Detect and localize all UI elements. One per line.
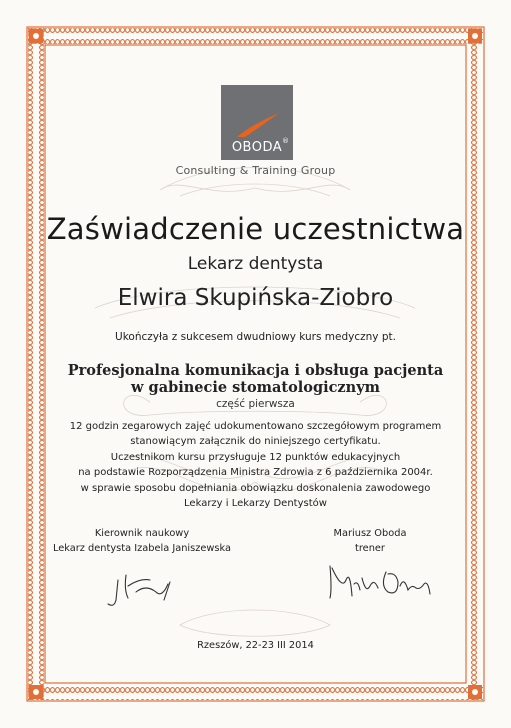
details-line: stanowiącym załącznik do niniejszego certyfikatu. xyxy=(130,436,381,448)
registered-mark: ® xyxy=(282,137,289,145)
course-title-line-1: Profesjonalna komunikacja i obsługa pacjenta xyxy=(67,362,444,379)
signature-left-scrawl xyxy=(108,575,170,605)
details-line: Uczestnikom kursu przysługuje 12 punktów edukacyjnych xyxy=(110,451,401,463)
signature-right-role: trener xyxy=(355,543,385,554)
logo-brand-text: OBODA xyxy=(231,140,283,155)
profession: Lekarz dentysta xyxy=(187,254,324,274)
place-and-date: Rzeszów, 22-23 III 2014 xyxy=(197,640,314,651)
participant-name: Elwira Skupińska-Ziobro xyxy=(117,285,394,311)
details-line: 12 godzin zegarowych zajęć udokumentowano szczegółowym programem xyxy=(69,421,442,432)
signature-left-name: Lekarz dentysta Izabela Janiszewska xyxy=(52,543,232,554)
signature-right-name: Mariusz Oboda xyxy=(333,528,407,539)
course-part: część pierwsza xyxy=(216,398,295,410)
details-line: w sprawie sposobu dopełniania obowiązku doskonalenia zawodowego xyxy=(80,482,431,494)
details-line: na podstawie Rozporządzenia Ministra Zdrowia z 6 października 2004r. xyxy=(78,467,433,479)
details-line: Lekarzy i Lekarzy Dentystów xyxy=(184,498,327,510)
signature-right-scrawl xyxy=(330,566,430,598)
course-title-line-2: w gabinecie stomatologicznym xyxy=(131,379,380,396)
signature-left-role: Kierownik naukowy xyxy=(94,528,190,539)
completion-statement: Ukończyła z sukcesem dwudniowy kurs medyczny pt. xyxy=(115,331,396,343)
logo-tagline: Consulting & Training Group xyxy=(175,164,336,177)
certificate-title: Zaświadczenie uczestnictwa xyxy=(46,212,465,246)
